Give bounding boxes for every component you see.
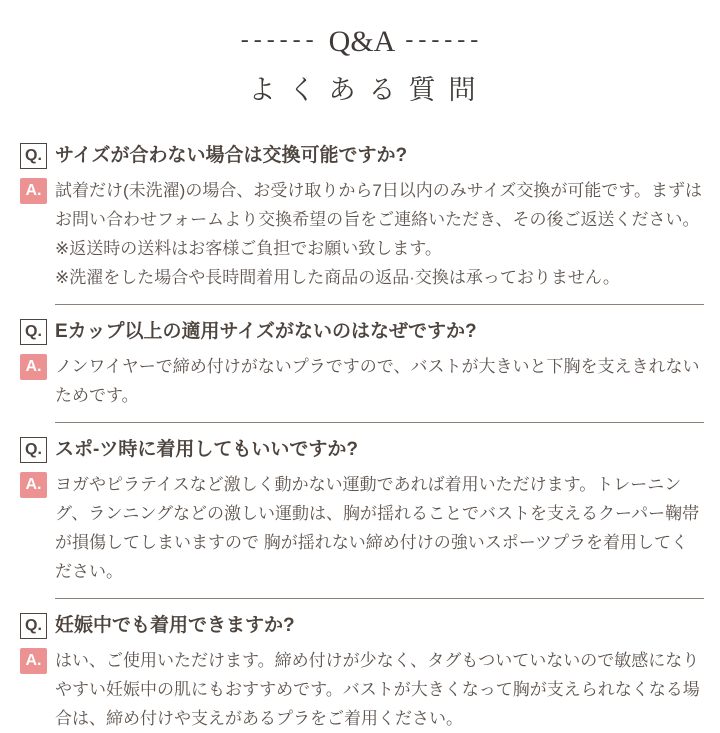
section-divider — [55, 598, 704, 599]
answer-row — [20, 470, 704, 586]
answer-text: はい、ご使用いただけます。締め付けが少なく、タグもついていないので敏感になりやすい妊娠中の肌にもおすすめです。バストが大きくなって胸が支えられなくなる場合は、締め付けや支えがあるプラをご着用ください。 — [55, 651, 700, 728]
faq-section-2 — [20, 319, 704, 410]
title-dashes-left: ------ — [240, 27, 319, 53]
faq-section-1 — [20, 143, 704, 292]
question-text: 妊娠中でも着用できますか? — [55, 615, 295, 636]
a-badge: A. — [20, 472, 47, 498]
question-text: スポ-ツ時に着用してもいいですか? — [55, 439, 358, 460]
faq-section-3 — [20, 437, 704, 586]
q-badge: Q. — [20, 319, 47, 345]
q-badge: Q. — [20, 613, 47, 639]
faq-section-4 — [20, 613, 704, 733]
answer-block — [55, 352, 704, 410]
a-badge: A. — [20, 354, 47, 380]
question-row — [20, 437, 704, 463]
question-row — [20, 613, 704, 639]
answer-text: ヨガやピラテイスなど激しく動かない運動であれば着用いただけます。トレーニング、ランニングなどの激しい運動は、胸が揺れることでバストを支えるクーパー鞠帯が損傷してしまいますので 胸が揺れない締め付けの強いスポーツプラを着用してください。 — [55, 475, 700, 581]
answer-note: ※洗濯をした場合や長時間着用した商品の返品·交換は承っておりません。 — [55, 268, 620, 287]
answer-row — [20, 176, 704, 292]
answer-text: 試着だけ(未洗濯)の場合、お受け取りから7日以内のみサイズ交換が可能です。まずはお問い合わせフォームより交換希望の旨をご連絡いただき、その後ご返送ください。 — [55, 181, 703, 229]
question-row — [20, 319, 704, 345]
q-badge: Q. — [20, 437, 47, 463]
title-dashes-right: ------ — [405, 27, 484, 53]
question-row — [20, 143, 704, 169]
page-header — [20, 26, 704, 107]
page-subtitle: よくある質問 — [248, 75, 489, 105]
page-title: Q&A — [328, 25, 396, 58]
q-badge: Q. — [20, 143, 47, 169]
answer-block — [55, 470, 704, 586]
answer-text: ノンワイヤーで締め付けがないプラですので、バストが大きいと下胸を支えきれないためです。 — [55, 357, 700, 405]
answer-block — [55, 176, 704, 292]
a-badge: A. — [20, 178, 47, 204]
section-divider — [55, 422, 704, 423]
question-text: サイズが合わない場合は交換可能ですか? — [55, 145, 408, 166]
question-text: Eカップ以上の適用サイズがないのはなぜですか? — [55, 321, 477, 342]
page-title-row — [20, 26, 704, 60]
a-badge: A. — [20, 648, 47, 674]
answer-note: ※返送時の送料はお客様ご負担でお願い致します。 — [55, 239, 442, 258]
answer-row — [20, 352, 704, 410]
section-divider — [55, 304, 704, 305]
